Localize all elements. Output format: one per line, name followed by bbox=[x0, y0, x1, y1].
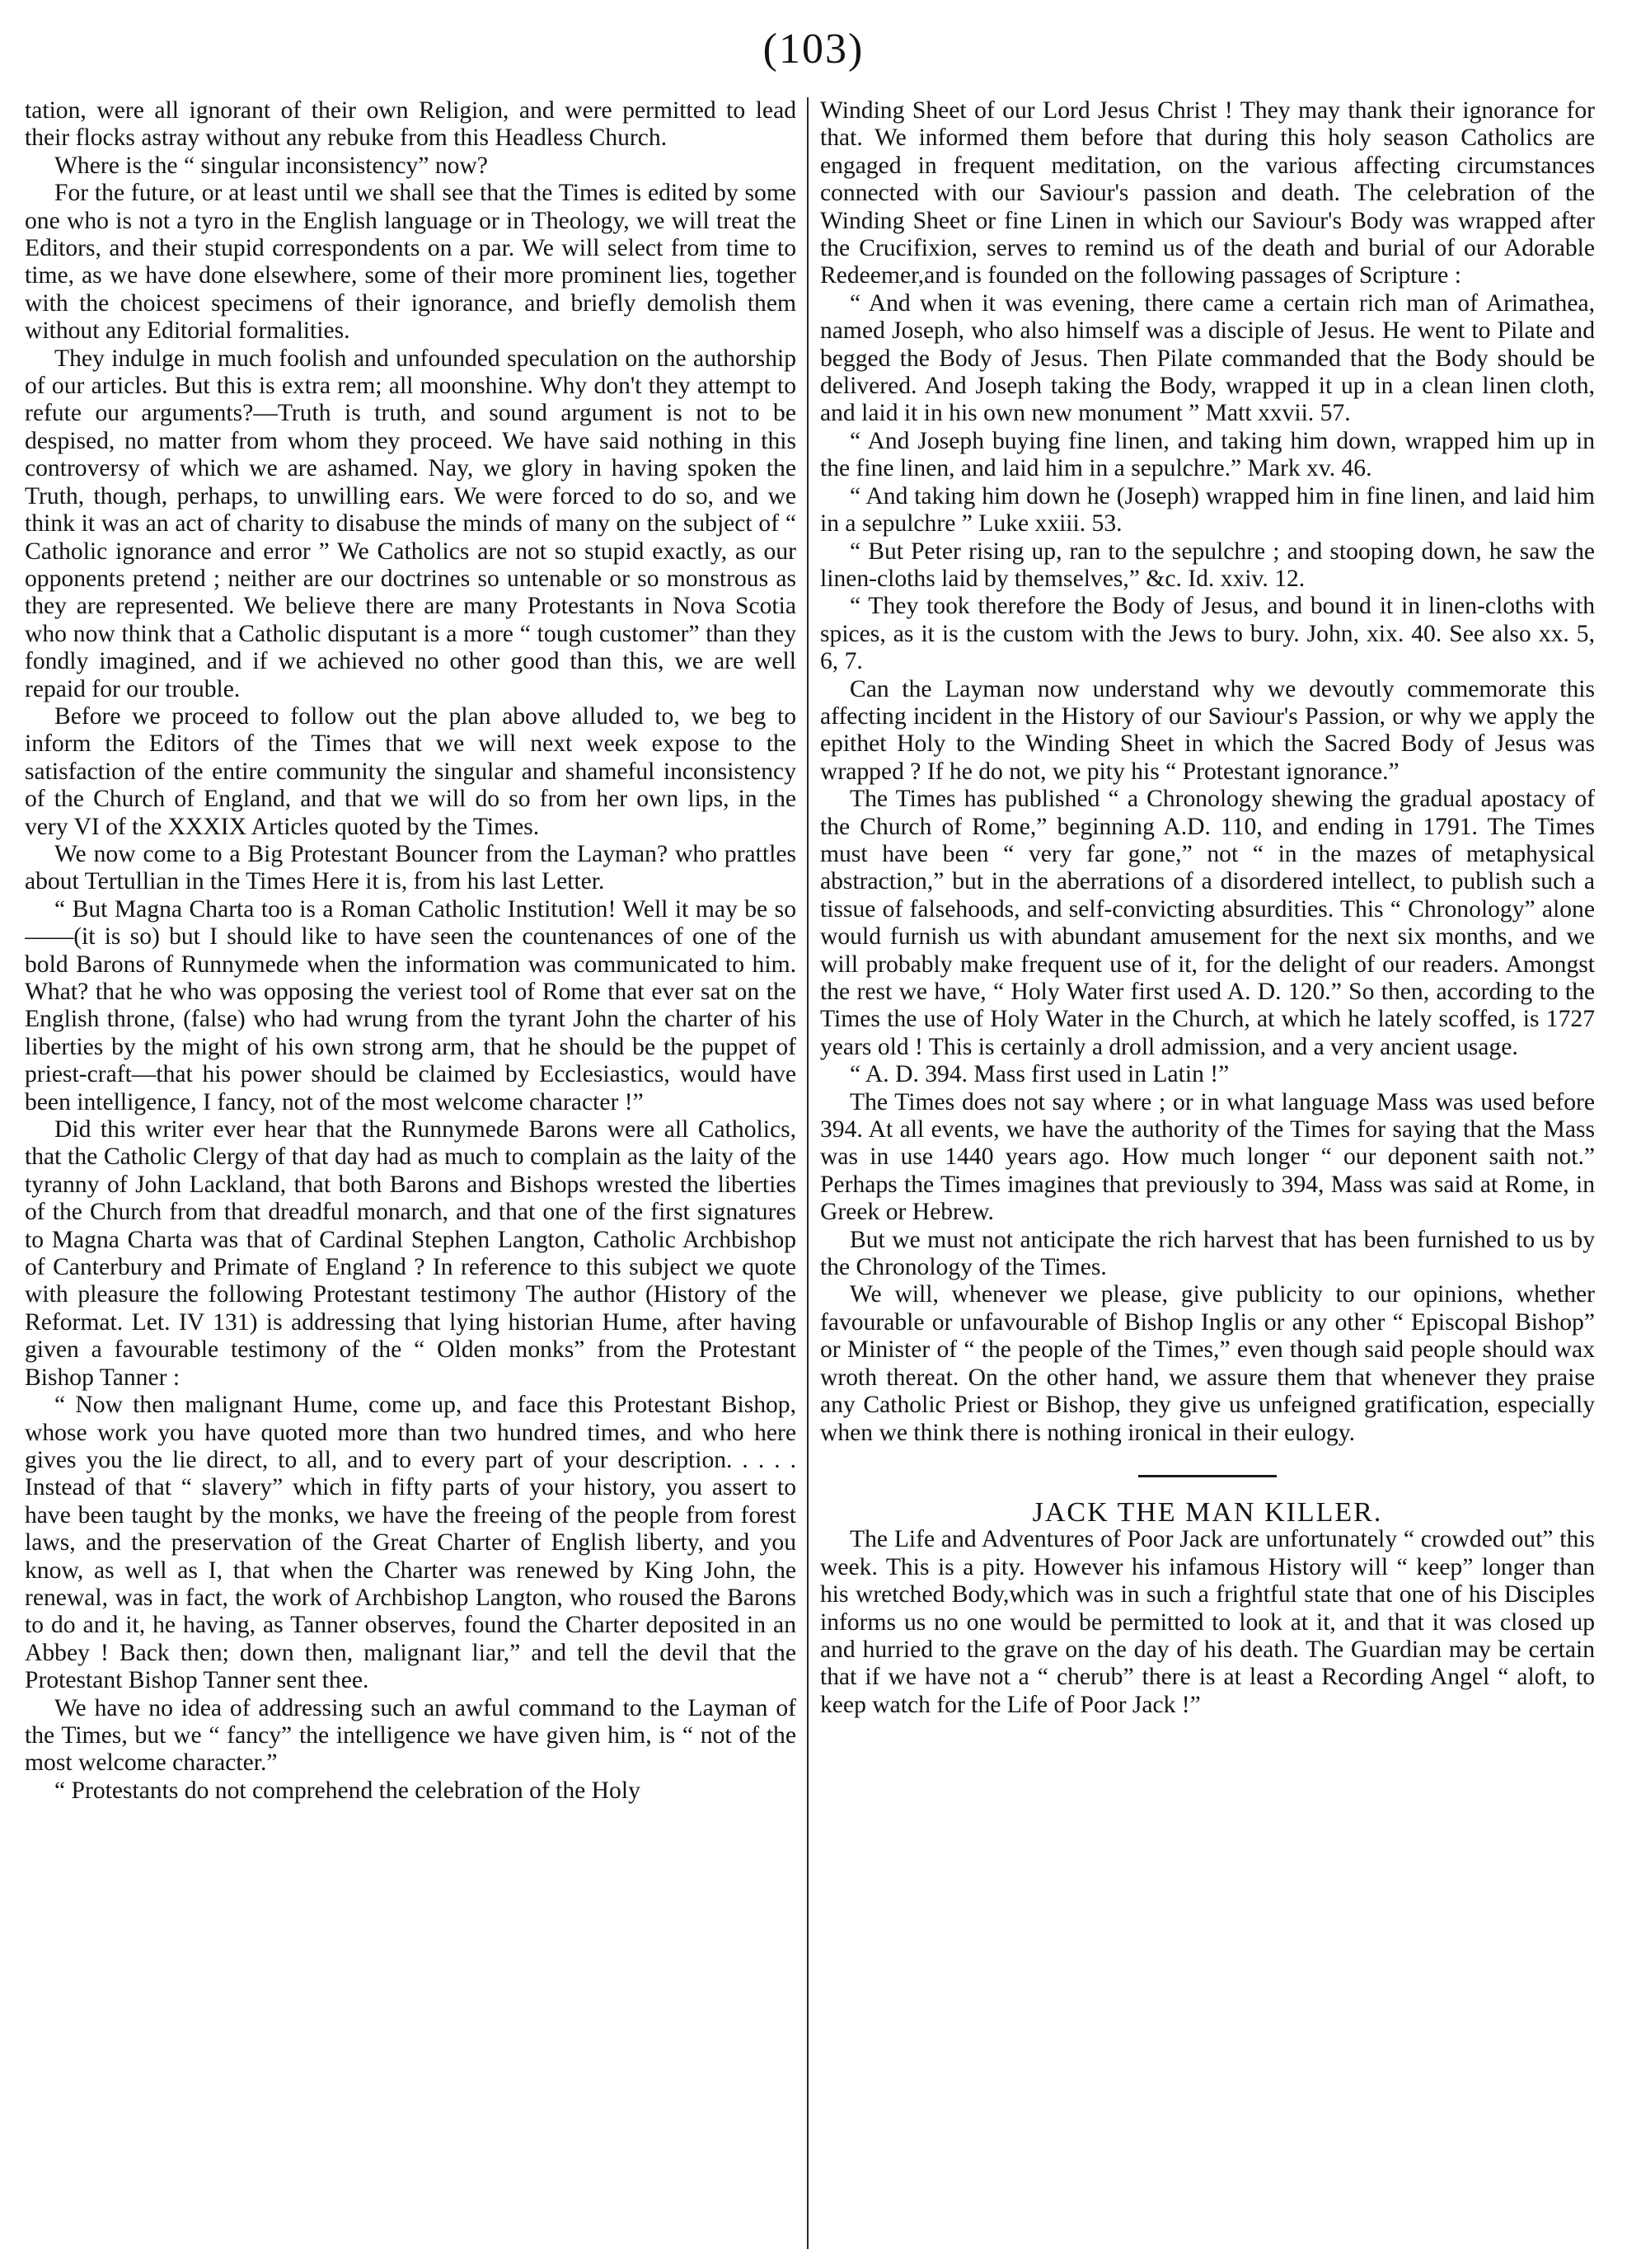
paragraph: We have no idea of addressing such an awful command to the Layman of the Times, but we “ fancy” the intelligence we have given him, is “ not of the most welcome character.” bbox=[25, 1694, 796, 1777]
paragraph: We now come to a Big Protestant Bouncer from the Layman? who prattles about Tertullian in the Times Here it is, from his last Letter. bbox=[25, 840, 796, 895]
paragraph: “ And when it was evening, there came a certain rich man of Arimathea, named Joseph, who also himself was a disciple of Jesus. He went to Pilate and begged the Body of Jesus. Then Pilate commanded that the Body should be delivered. And Joseph taking the Body, wrapped it up in a clean linen cloth, and laid it in his own new monument ” Matt xxvii. 57. bbox=[820, 289, 1595, 427]
paragraph: tation, were all ignorant of their own Religion, and were permitted to lead their flocks astray without any rebuke from this Headless Church. bbox=[25, 97, 796, 152]
paragraph: “ A. D. 394. Mass first used in Latin !” bbox=[850, 1061, 1230, 1088]
paragraph: “ They took therefore the Body of Jesus, and bound it in linen-cloths with spices, as it is the custom with the Jews to bury. John, xix. 40. See also xx. 5, 6, 7. bbox=[820, 593, 1595, 675]
paragraph: “ But Magna Charta too is a Roman Catholic Institution! Well it may be so——(it is so) but I should like to have seen the countenances of one of the bold Barons of Runnymede when the information was communicated to him. What? that he who was opposing the veriest tool of Rome that ever sat on the English throne, (false) who had wrung from the tyrant John the charter of his liberties by the might of his own strong arm, that he should be the puppet of priest-craft—that his power should be claimed by Ecclesiastics, would have been intelligence, I fancy, not of the most welcome character !” bbox=[25, 895, 796, 1115]
paragraph: The Times has published “ a Chronology shewing the gradual apostacy of the Church of Rome,” beginning A.D. 110, and ending in 1791. The Times must have been “ very far gone,” not “ in the mazes of metaphysical abstraction,” but in the aberrations of a disordered intellect, to publish such a tissue of falsehoods, and self-convicting absurdities. This “ Chronology” alone would furnish us with abundant amusement for the next six months, and we will probably make frequent use of it, for the delight of our readers. Amongst the rest we have, “ Holy Water first used A. D. 120.” So then, according to the Times the use of Holy Water in the Church, at which he lately scoffed, is 1727 years old ! This is certainly a droll admission, and a very ancient usage. bbox=[820, 786, 1595, 1060]
paragraph: Before we proceed to follow out the plan above alluded to, we beg to inform the Editors of the Times that we will next week expose to the satisfaction of the entire community the singular and shameful inconsistency of the Church of England, and that we will do so from her own lips, in the very VI of the XXXIX Articles quoted by the Times. bbox=[25, 702, 796, 840]
paragraph: We will, whenever we please, give publicity to our opinions, whether favourable or unfavourable of Bishop Inglis or any other “ Episcopal Bishop” or Minister of “ the people of the Times,” even though said people should wax wroth thereat. On the other hand, we assure them that whenever they praise any Catholic Priest or Bishop, they give us unfeigned gratification, especially when we think there is nothing ironical in their eulogy. bbox=[820, 1281, 1595, 1446]
article-heading: JACK THE MAN KILLER. bbox=[1032, 1496, 1383, 1528]
paragraph: For the future, or at least until we shall see that the Times is edited by some one who is not a tyro in the English language or in Theology, we will treat the Editors, and their stupid correspondents on a par. We will select from time to time, as we have done elsewhere, some of their more prominent lies, together with the choicest specimens of their ignorance, and briefly demolish them without any Editorial formalities. bbox=[25, 180, 796, 345]
paragraph: “ Now then malignant Hume, come up, and face this Protestant Bishop, whose work you have quoted more than two hundred times, and who here gives you the lie direct, to all, and to every part of your description. . . . . Instead of that “ slavery” which in fifty parts of your history, you assert to have been taught by the monks, we have the freeing of the people from forest laws, and the preservation of the Great Charter of English liberty, and you know, as well as I, that when the Charter was renewed by King John, the renewal, was in fact, the work of Archbishop Langton, who roused the Barons to do and it, he having, as Tanner observes, found the Charter deposited in an Abbey ! Back then; down then, malignant liar,” and tell the devil that the Protestant Bishop Tanner sent thee. bbox=[25, 1392, 796, 1694]
paragraph: Did this writer ever hear that the Runnymede Barons were all Catholics, that the Catholic Clergy of that day had as much to complain as the laity of the tyranny of John Lackland, that both Barons and Bishops wrested the liberties of the Church from that dreadful monarch, and that one of the first signatures to Magna Charta was that of Cardinal Stephen Langton, Catholic Archbishop of Canterbury and Primate of England ? In reference to this subject we quote with pleasure the following Protestant testimony The author (History of the Reformat. Let. IV 131) is addressing that lying historian Hume, after having given a favourable testimony of the “ Olden monks” from the Protestant Bishop Tanner : bbox=[25, 1116, 796, 1391]
paragraph: “ And taking him down he (Joseph) wrapped him in fine linen, and laid him in a sepulchre ” Luke xxiii. 53. bbox=[820, 482, 1595, 538]
left-column bbox=[25, 97, 796, 2257]
page-number: (103) bbox=[762, 26, 865, 73]
paragraph: Can the Layman now understand why we devoutly commemorate this affecting incident in the History of our Saviour's Passion, or why we apply the epithet Holy to the Winding Sheet in which the Sacred Body of Jesus was wrapped ? If he do not, we pity his “ Protestant ignorance.” bbox=[820, 675, 1595, 785]
paragraph: They indulge in much foolish and unfounded speculation on the authorship of our articles. But this is extra rem; all moonshine. Why don't they attempt to refute our arguments?—Truth is truth, and sound argument is not to be despised, no matter from whom they proceed. We have said nothing in this controversy of which we are ashamed. Nay, we glory in having spoken the Truth, though, perhaps, to unwilling ears. We were forced to do so, and we think it was an act of charity to disabuse the minds of many on the subject of “ Catholic ignorance and error ” We Catholics are not so stupid exactly, as our opponents pretend ; neither are our doctrines so untenable or so monstrous as they are represented. We believe there are many Protestants in Nova Scotia who now think that a Catholic disputant is a more “ tough customer” than they fondly imagined, and if we achieved no other good than this, we are well repaid for our trouble. bbox=[25, 345, 796, 702]
paragraph: “ Protestants do not comprehend the celebration of the Holy bbox=[54, 1777, 640, 1804]
paragraph: But we must not anticipate the rich harvest that has been furnished to us by the Chronology of the Times. bbox=[820, 1226, 1595, 1281]
paragraph: “ But Peter rising up, ran to the sepulchre ; and stooping down, he saw the linen-cloths laid by themselves,” &c. Id. xxiv. 12. bbox=[820, 538, 1595, 592]
paragraph: The Times does not say where ; or in what language Mass was used before 394. At all events, we have the authority of the Times for saying that the Mass was in use 1440 years ago. How much longer “ our deponent saith not.” Perhaps the Times imagines that previously to 394, Mass was said at Rome, in Greek or Hebrew. bbox=[820, 1088, 1595, 1226]
paragraph: Where is the “ singular inconsistency” now? bbox=[54, 152, 488, 179]
paragraph: Winding Sheet of our Lord Jesus Christ ! They may thank their ignorance for that. We informed them before that during this holy season Catholics are engaged in frequent meditation, on the various affecting circumstances connected with our Saviour's passion and death. The celebration of the Winding Sheet or fine Linen in which our Saviour's Body was wrapped after the Crucifixion, serves to remind us of the death and burial of our Adorable Redeemer,and is founded on the following passages of Scripture : bbox=[820, 97, 1595, 289]
paragraph: “ And Joseph buying fine linen, and taking him down, wrapped him up in the fine linen, and laid him in a sepulchre.” Mark xv. 46. bbox=[820, 427, 1595, 482]
right-column bbox=[820, 97, 1595, 2257]
section-divider bbox=[1138, 1475, 1277, 1477]
column-divider bbox=[807, 97, 809, 2249]
article-body: The Life and Adventures of Poor Jack are unfortunately “ crowded out” this week. This is a pity. However his infamous History will “ keep” longer than his wretched Body,which was in such a frightful state that one of his Disciples informs us no one would be permitted to look at it, and that it was closed up and hurried to the grave on the day of his death. The Guardian may be certain that if we have not a “ cherub” there is at least a Recording Angel “ aloft, to keep watch for the Life of Poor Jack !” bbox=[820, 1526, 1595, 1718]
